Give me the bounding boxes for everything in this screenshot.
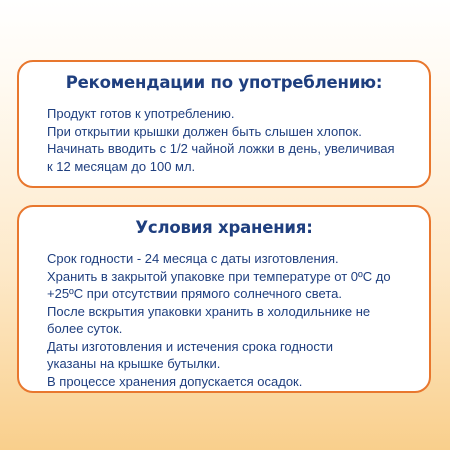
storage-conditions-text: [19, 250, 429, 390]
usage-recommendations-card: [17, 60, 431, 188]
usage-recommendations-text: [19, 105, 429, 175]
storage-line: Даты изготовления и истечения срока годности: [47, 338, 334, 354]
storage-line: указаны на крышке бутылки.: [47, 356, 221, 371]
storage-line: более суток.: [47, 321, 123, 336]
usage-line: Начинать вводить с 1/2 чайной ложки в день, увеличивая: [47, 141, 395, 156]
storage-conditions-title: Условия хранения:: [135, 218, 313, 237]
storage-conditions-card: [17, 205, 431, 393]
usage-line: При открытии крышки должен быть слышен хлопок.: [47, 123, 362, 139]
usage-recommendations-title: Рекомендации по употреблению:: [65, 73, 383, 92]
storage-line: Хранить в закрытой упаковке при температуре от 0ºC до: [47, 268, 391, 284]
usage-line: к 12 месяцам до 100 мл.: [47, 158, 196, 174]
storage-line: В процессе хранения допускается осадок.: [47, 373, 303, 389]
usage-line: Продукт готов к употреблению.: [47, 106, 235, 121]
storage-line: Срок годности - 24 месяца с даты изготовления.: [47, 251, 339, 266]
storage-line: После вскрытия упаковки хранить в холодильнике не: [47, 303, 371, 319]
storage-line: +25ºC при отсутствии прямого солнечного света.: [47, 286, 342, 301]
